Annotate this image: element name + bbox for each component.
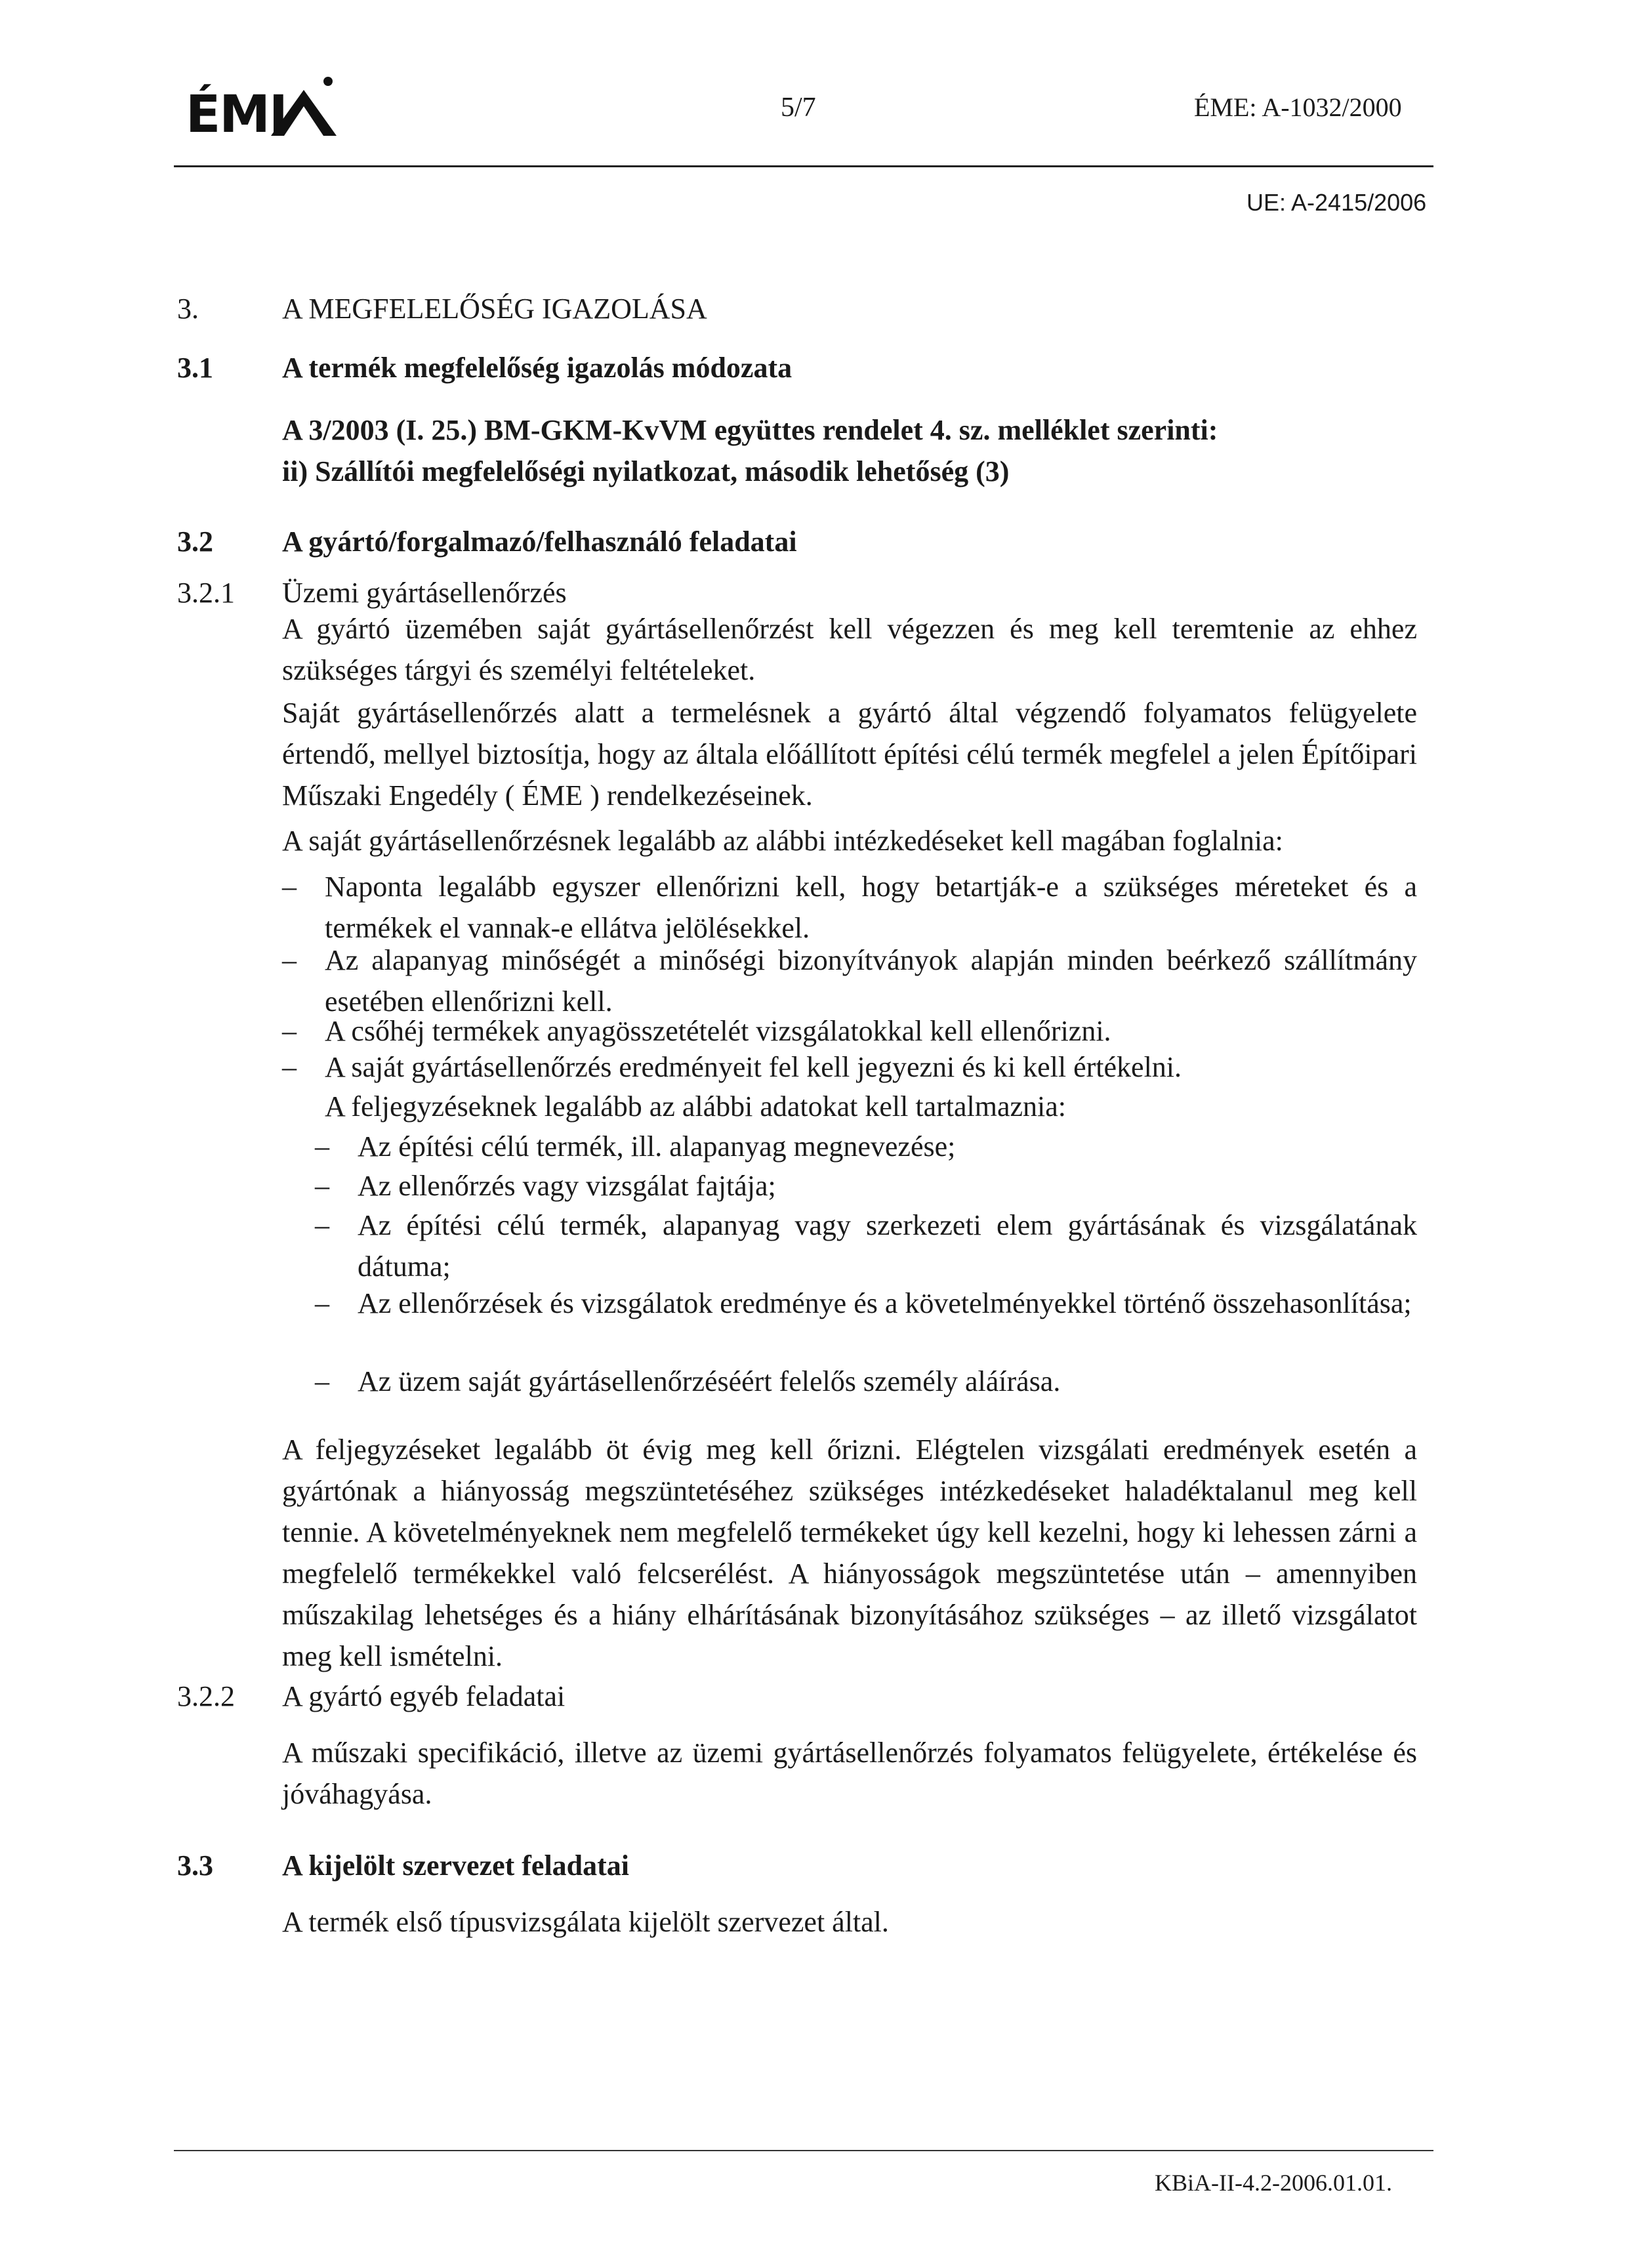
section-3-1-line2: ii) Szállítói megfelelőségi nyilatkozat, második lehetőség (3) xyxy=(282,455,1010,487)
paragraph-text: A termék első típusvizsgálata kijelölt szervezet által. xyxy=(282,1906,889,1938)
paragraph-text: Saját gyártásellenőrzés alatt a termelésnek a gyártó által végzendő folyamatos felügyelete értendő, mellyel biztosítja, hogy az általa előállított építési célú termék megfelel a jelen Építőipari Műszaki Engedély ( ÉME ) rendelkezéseinek. xyxy=(282,697,1417,812)
paragraph-3-2-1-d xyxy=(282,1429,1417,1677)
sub-list-item-text: Az ellenőrzés vagy vizsgálat fajtája; xyxy=(358,1170,776,1202)
sub-list-item-text: Az üzem saját gyártásellenőrzéséért felelős személy aláírása. xyxy=(358,1365,1061,1397)
paragraph-3-2-1-a xyxy=(282,608,1417,691)
header-divider xyxy=(174,165,1433,167)
section-3-3-number: 3.3 xyxy=(177,1849,213,1882)
sub-list-item: – Az építési célú termék, ill. alapanyag megnevezése; xyxy=(315,1126,1417,1167)
sub-list-item-text: Az építési célú termék, alapanyag vagy szerkezeti elem gyártásának és vizsgálatának dátuma; xyxy=(358,1209,1417,1283)
sub-list-item: – Az ellenőrzés vagy vizsgálat fajtája; xyxy=(315,1165,1417,1206)
section-3-1-number: 3.1 xyxy=(177,352,213,384)
logo-mark-icon xyxy=(268,73,340,139)
ue-reference: UE: A-2415/2006 xyxy=(1246,189,1427,216)
paragraph-text: A műszaki specifikáció, illetve az üzemi gyártásellenőrzés folyamatos felügyelete, értékelése és jóváhagyása. xyxy=(282,1737,1417,1810)
section-3-title: A MEGFELELŐSÉG IGAZOLÁSA xyxy=(282,293,707,325)
page-number: 5/7 xyxy=(781,93,816,123)
logo-text: ÉMI xyxy=(186,85,287,144)
footer-reference: KBiA-II-4.2-2006.01.01. xyxy=(1155,2170,1392,2196)
paragraph-text: A saját gyártásellenőrzésnek legalább az alábbi intézkedéseket kell magában foglalnia: xyxy=(282,825,1283,857)
section-3-2-1-number: 3.2.1 xyxy=(177,577,235,609)
sub-list-item-text: Az ellenőrzések és vizsgálatok eredménye és a követelményekkel történő összehasonlítása; xyxy=(358,1287,1412,1319)
footer-divider xyxy=(174,2150,1433,2151)
section-3-2-2-title: A gyártó egyéb feladatai xyxy=(282,1680,566,1712)
list-item: – Az alapanyag minőségét a minőségi bizonyítványok alapján minden beérkező szállítmány esetében ellenőrizni kell. xyxy=(282,939,1417,1022)
list-item-continuation xyxy=(325,1086,1417,1127)
section-3-2-number: 3.2 xyxy=(177,526,213,558)
paragraph-text: A feljegyzéseket legalább öt évig meg kell őrizni. Elégtelen vizsgálati eredmények esetén a gyártónak a hiányosság megszüntetéséhez szükséges intézkedéseket haladéktalanul meg kell tennie. A követelményeknek nem megfelelő termékeket úgy kell kezelni, hogy ki lehessen zárni a megfelelő termékekkel való felcserélést. A hiányosságok megszüntetése után – amennyiben műszakilag lehetséges és a hiány elhárításának bizonyításához szükséges – az illető vizsgálatot meg kell ismételni. xyxy=(282,1433,1417,1672)
section-3-number: 3. xyxy=(177,293,199,325)
section-3-2-1-title: Üzemi gyártásellenőrzés xyxy=(282,577,567,609)
paragraph-3-2-1-b xyxy=(282,692,1417,816)
sub-list-item: – Az üzem saját gyártásellenőrzéséért felelős személy aláírása. xyxy=(315,1361,1417,1402)
list-item-text: A csőhéj termékek anyagösszetételét vizsgálatokkal kell ellenőrizni. xyxy=(325,1015,1111,1047)
list-item: – Naponta legalább egyszer ellenőrizni kell, hogy betartják-e a szükséges méreteket és a termékek el vannak-e ellátva jelölésekkel. xyxy=(282,866,1417,949)
paragraph-3-3 xyxy=(282,1901,1417,1943)
section-3-1-line1: A 3/2003 (I. 25.) BM-GKM-KvVM együttes rendelet 4. sz. melléklet szerinti: xyxy=(282,414,1218,446)
section-3-1-title: A termék megfelelőség igazolás módozata xyxy=(282,352,793,384)
section-3-2-2-number: 3.2.2 xyxy=(177,1680,235,1712)
list-item-text: A feljegyzéseknek legalább az alábbi adatokat kell tartalmaznia: xyxy=(325,1090,1067,1123)
section-3-2-title: A gyártó/forgalmazó/felhasználó feladatai xyxy=(282,526,797,558)
paragraph-text: A gyártó üzemében saját gyártásellenőrzést kell végezzen és meg kell teremtenie az ehhez szükséges tárgyi és személyi feltételeket. xyxy=(282,613,1417,686)
list-item: – A saját gyártásellenőrzés eredményeit fel kell jegyezni és ki kell értékelni. xyxy=(282,1046,1417,1088)
emi-logo xyxy=(186,73,343,146)
list-item-text: A saját gyártásellenőrzés eredményeit fel kell jegyezni és ki kell értékelni. xyxy=(325,1051,1182,1083)
eme-reference: ÉME: A-1032/2000 xyxy=(1194,93,1402,122)
paragraph-3-2-1-c xyxy=(282,820,1417,861)
section-3-3-title: A kijelölt szervezet feladatai xyxy=(282,1849,630,1882)
sub-list-item: – Az építési célú termék, alapanyag vagy szerkezeti elem gyártásának és vizsgálatának dátuma; xyxy=(315,1205,1417,1287)
sub-list-item: – Az ellenőrzések és vizsgálatok eredménye és a követelményekkel történő összehasonlítása; xyxy=(315,1283,1417,1365)
list-item-text: Az alapanyag minőségét a minőségi bizonyítványok alapján minden beérkező szállítmány esetében ellenőrizni kell. xyxy=(325,944,1417,1018)
sub-list-item-text: Az építési célú termék, ill. alapanyag megnevezése; xyxy=(358,1130,956,1163)
paragraph-3-2-2 xyxy=(282,1732,1417,1815)
list-item: – A csőhéj termékek anyagösszetételét vizsgálatokkal kell ellenőrizni. xyxy=(282,1010,1417,1052)
list-item-text: Naponta legalább egyszer ellenőrizni kell, hogy betartják-e a szükséges méreteket és a termékek el vannak-e ellátva jelölésekkel. xyxy=(325,871,1417,944)
